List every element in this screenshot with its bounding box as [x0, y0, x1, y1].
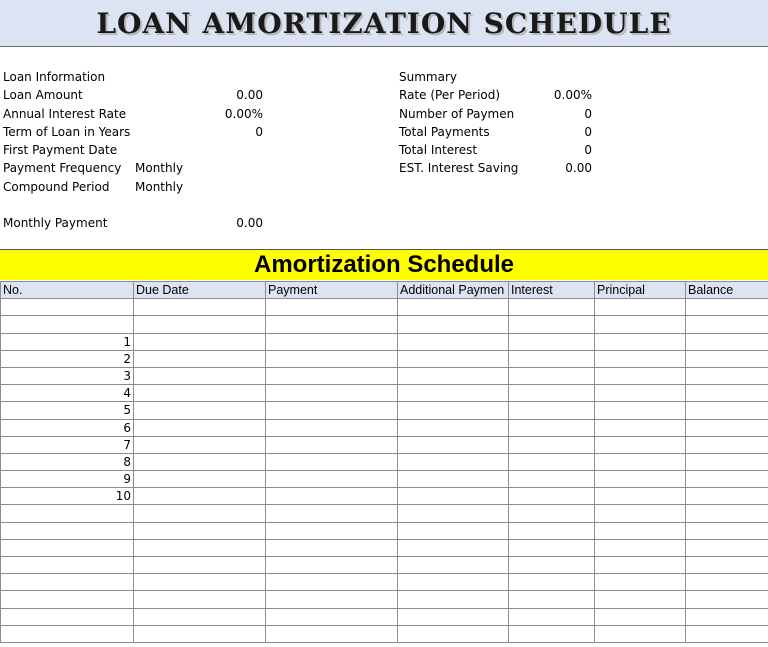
table-cell[interactable]: [1, 299, 134, 316]
summary-heading: Summary: [399, 70, 457, 84]
table-cell[interactable]: [595, 522, 686, 539]
table-cell[interactable]: [686, 367, 768, 384]
monthly-payment-label: Monthly Payment: [3, 216, 108, 231]
table-cell[interactable]: [398, 402, 509, 419]
table-cell[interactable]: [1, 608, 134, 625]
table-cell[interactable]: [398, 385, 509, 402]
table-cell[interactable]: [686, 316, 768, 333]
total-payments-label: Total Payments: [399, 124, 490, 139]
compound-period-cell[interactable]: Monthly: [135, 179, 184, 194]
table-cell[interactable]: [266, 522, 398, 539]
table-cell[interactable]: [509, 539, 595, 556]
table-cell[interactable]: [686, 299, 768, 316]
table-cell[interactable]: [686, 350, 768, 367]
table-cell[interactable]: [509, 419, 595, 436]
table-cell[interactable]: [509, 367, 595, 384]
table-cell[interactable]: [134, 539, 266, 556]
table-cell[interactable]: [686, 402, 768, 419]
table-cell[interactable]: [266, 419, 398, 436]
table-cell[interactable]: [398, 419, 509, 436]
table-cell[interactable]: [266, 350, 398, 367]
table-cell[interactable]: [398, 471, 509, 488]
table-row: [1, 419, 768, 436]
table-row: [1, 402, 768, 419]
table-cell[interactable]: [398, 350, 509, 367]
table-cell[interactable]: [134, 471, 266, 488]
table-row: [1, 385, 768, 402]
table-row: [1, 505, 768, 522]
loan-term-cell[interactable]: 0: [255, 124, 263, 139]
interest-rate-label: Annual Interest Rate: [3, 106, 127, 121]
table-cell[interactable]: [509, 436, 595, 453]
table-cell[interactable]: [398, 367, 509, 384]
table-cell[interactable]: [134, 350, 266, 367]
table-cell[interactable]: [686, 557, 768, 574]
table-cell[interactable]: [398, 333, 509, 350]
table-cell[interactable]: [134, 436, 266, 453]
interest-saving-label: EST. Interest Saving: [399, 161, 519, 176]
table-cell[interactable]: [266, 539, 398, 556]
number-of-payments-label: Number of Paymen: [399, 106, 515, 121]
total-interest-cell[interactable]: 0: [584, 143, 592, 158]
table-cell[interactable]: [398, 522, 509, 539]
table-cell[interactable]: [595, 436, 686, 453]
table-cell[interactable]: [595, 419, 686, 436]
table-row: [1, 539, 768, 556]
table-cell[interactable]: [1, 522, 134, 539]
table-cell[interactable]: [1, 539, 134, 556]
table-cell[interactable]: [266, 557, 398, 574]
table-cell[interactable]: [686, 539, 768, 556]
table-cell[interactable]: [509, 574, 595, 591]
table-cell[interactable]: [686, 333, 768, 350]
table-row: [1, 625, 768, 642]
first-payment-date-row: [3, 141, 273, 159]
table-row: [1, 350, 768, 367]
table-cell[interactable]: 8: [1, 453, 134, 470]
interest-saving-cell[interactable]: 0.00: [565, 161, 592, 176]
table-cell[interactable]: [509, 488, 595, 505]
table-cell[interactable]: [266, 385, 398, 402]
table-cell[interactable]: [134, 402, 266, 419]
loan-amount-row: [3, 86, 273, 104]
table-cell[interactable]: [266, 471, 398, 488]
table-cell[interactable]: [134, 367, 266, 384]
table-cell[interactable]: [595, 591, 686, 608]
loan-amount-cell[interactable]: 0.00: [236, 88, 263, 103]
table-header-row: [1, 282, 768, 299]
loan-term-row: [3, 123, 273, 141]
table-body: [1, 299, 768, 643]
table-cell[interactable]: [134, 453, 266, 470]
table-cell[interactable]: [686, 608, 768, 625]
table-cell[interactable]: [509, 385, 595, 402]
table-row: [1, 367, 768, 384]
table-cell[interactable]: [266, 299, 398, 316]
table-cell[interactable]: [1, 316, 134, 333]
table-cell[interactable]: [398, 574, 509, 591]
table-cell[interactable]: [595, 402, 686, 419]
total-payments-row: [399, 123, 599, 141]
table-cell[interactable]: [134, 557, 266, 574]
spacer: [3, 196, 273, 214]
table-row: [1, 608, 768, 625]
table-cell[interactable]: [398, 625, 509, 642]
table-cell[interactable]: [398, 591, 509, 608]
table-row: [1, 471, 768, 488]
table-cell[interactable]: [509, 333, 595, 350]
table-cell[interactable]: [134, 488, 266, 505]
table-cell[interactable]: [509, 402, 595, 419]
table-cell[interactable]: 10: [1, 488, 134, 505]
table-cell[interactable]: [1, 557, 134, 574]
table-cell[interactable]: [509, 453, 595, 470]
table-cell[interactable]: [686, 488, 768, 505]
table-cell[interactable]: [509, 522, 595, 539]
loan-term-label: Term of Loan in Years: [3, 124, 131, 139]
table-cell[interactable]: [595, 367, 686, 384]
table-cell[interactable]: [134, 316, 266, 333]
column-header-balance[interactable]: Balance: [686, 282, 768, 299]
table-cell[interactable]: [398, 557, 509, 574]
table-cell[interactable]: [134, 505, 266, 522]
table-cell[interactable]: [1, 591, 134, 608]
table-cell[interactable]: [509, 591, 595, 608]
rate-per-period-row: [399, 86, 599, 104]
table-cell[interactable]: [595, 316, 686, 333]
table-row: [1, 299, 768, 316]
table-cell[interactable]: [509, 471, 595, 488]
table-cell[interactable]: [1, 574, 134, 591]
compound-period-label: Compound Period: [3, 179, 110, 194]
table-cell[interactable]: [134, 591, 266, 608]
column-header-interest[interactable]: Interest: [509, 282, 595, 299]
table-cell[interactable]: 5: [1, 402, 134, 419]
table-cell[interactable]: [266, 333, 398, 350]
table-cell[interactable]: [509, 350, 595, 367]
title-bar: [0, 0, 768, 47]
table-cell[interactable]: [398, 453, 509, 470]
table-cell[interactable]: [266, 488, 398, 505]
table-cell[interactable]: 2: [1, 350, 134, 367]
table-cell[interactable]: [509, 505, 595, 522]
table-cell[interactable]: 9: [1, 471, 134, 488]
table-cell[interactable]: [509, 625, 595, 642]
page-title: LOAN AMORTIZATION SCHEDULE: [96, 6, 672, 40]
table-cell[interactable]: [266, 574, 398, 591]
compound-period-row: [3, 178, 273, 196]
table-cell[interactable]: [134, 385, 266, 402]
table-row: [1, 316, 768, 333]
table-cell[interactable]: [686, 625, 768, 642]
total-interest-label: Total Interest: [399, 143, 478, 158]
table-cell[interactable]: [266, 625, 398, 642]
table-cell[interactable]: 1: [1, 333, 134, 350]
table-row: [1, 557, 768, 574]
table-row: [1, 453, 768, 470]
schedule-heading: Amortization Schedule: [253, 251, 515, 278]
payment-frequency-label: Payment Frequency: [3, 161, 122, 176]
table-cell[interactable]: [686, 436, 768, 453]
table-cell[interactable]: [595, 608, 686, 625]
table-cell[interactable]: [595, 574, 686, 591]
table-cell[interactable]: [266, 591, 398, 608]
rate-per-period-label: Rate (Per Period): [399, 88, 501, 103]
total-interest-row: [399, 141, 599, 159]
table-row: [1, 591, 768, 608]
table-row: [1, 488, 768, 505]
monthly-payment-cell[interactable]: 0.00: [236, 216, 263, 231]
table-cell[interactable]: [686, 419, 768, 436]
table-cell[interactable]: 3: [1, 367, 134, 384]
table-cell[interactable]: [686, 505, 768, 522]
table-cell[interactable]: [686, 471, 768, 488]
table-cell[interactable]: [398, 299, 509, 316]
payment-frequency-cell[interactable]: Monthly: [135, 161, 184, 176]
interest-rate-row: [3, 105, 273, 123]
column-header-additional-payment[interactable]: Additional Paymen: [398, 282, 509, 299]
table-cell[interactable]: [595, 625, 686, 642]
table-cell[interactable]: [595, 539, 686, 556]
table-cell[interactable]: [134, 608, 266, 625]
table-cell[interactable]: [134, 574, 266, 591]
table-cell[interactable]: [686, 453, 768, 470]
table-cell[interactable]: [686, 385, 768, 402]
table-cell[interactable]: [398, 316, 509, 333]
table-cell[interactable]: [398, 608, 509, 625]
table-cell[interactable]: [266, 367, 398, 384]
amortization-table: [0, 281, 768, 643]
amortization-schedule-banner: [0, 249, 768, 280]
table-cell[interactable]: [134, 522, 266, 539]
table-cell[interactable]: [398, 505, 509, 522]
table-cell[interactable]: [595, 385, 686, 402]
table-cell[interactable]: [509, 557, 595, 574]
column-header-due-date[interactable]: Due Date: [134, 282, 266, 299]
table-cell[interactable]: [266, 505, 398, 522]
table-cell[interactable]: [1, 625, 134, 642]
payment-frequency-row: [3, 159, 273, 177]
table-cell[interactable]: [1, 505, 134, 522]
table-cell[interactable]: [398, 436, 509, 453]
table-cell[interactable]: [686, 591, 768, 608]
first-payment-date-label: First Payment Date: [3, 143, 118, 158]
column-header-no[interactable]: No.: [1, 282, 134, 299]
table-cell[interactable]: [595, 471, 686, 488]
loan-information-section: [3, 68, 273, 233]
table-cell[interactable]: [134, 625, 266, 642]
table-row: [1, 522, 768, 539]
column-header-principal[interactable]: Principal: [595, 282, 686, 299]
table-row: [1, 436, 768, 453]
table-cell[interactable]: [266, 402, 398, 419]
table-row: [1, 333, 768, 350]
table-cell[interactable]: [134, 419, 266, 436]
table-cell[interactable]: 7: [1, 436, 134, 453]
loan-amount-label: Loan Amount: [3, 88, 83, 103]
table-cell[interactable]: [266, 436, 398, 453]
loan-info-heading: Loan Information: [3, 70, 106, 84]
number-of-payments-cell[interactable]: 0: [584, 106, 592, 121]
table-row: [1, 574, 768, 591]
number-of-payments-row: [399, 105, 599, 123]
table-cell[interactable]: [595, 333, 686, 350]
table-cell[interactable]: [266, 453, 398, 470]
table-cell[interactable]: [134, 333, 266, 350]
table-cell[interactable]: [509, 316, 595, 333]
table-cell[interactable]: [398, 488, 509, 505]
table-cell[interactable]: [595, 488, 686, 505]
table-cell[interactable]: [509, 608, 595, 625]
table-cell[interactable]: [595, 505, 686, 522]
table-cell[interactable]: [266, 608, 398, 625]
column-header-payment[interactable]: Payment: [266, 282, 398, 299]
table-cell[interactable]: [686, 574, 768, 591]
total-payments-cell[interactable]: 0: [584, 124, 592, 139]
monthly-payment-row: [3, 214, 273, 232]
table-cell[interactable]: 4: [1, 385, 134, 402]
rate-per-period-cell[interactable]: 0.00%: [553, 88, 592, 103]
table-cell[interactable]: [595, 453, 686, 470]
interest-saving-row: [399, 159, 599, 177]
table-cell[interactable]: [398, 539, 509, 556]
table-cell[interactable]: [266, 316, 398, 333]
interest-rate-cell[interactable]: 0.00%: [224, 106, 263, 121]
table-cell[interactable]: [686, 522, 768, 539]
table-cell[interactable]: [509, 299, 595, 316]
table-cell[interactable]: 6: [1, 419, 134, 436]
table-cell[interactable]: [134, 299, 266, 316]
summary-section: [399, 68, 599, 178]
table-cell[interactable]: [595, 557, 686, 574]
table-cell[interactable]: [595, 299, 686, 316]
table-cell[interactable]: [595, 350, 686, 367]
